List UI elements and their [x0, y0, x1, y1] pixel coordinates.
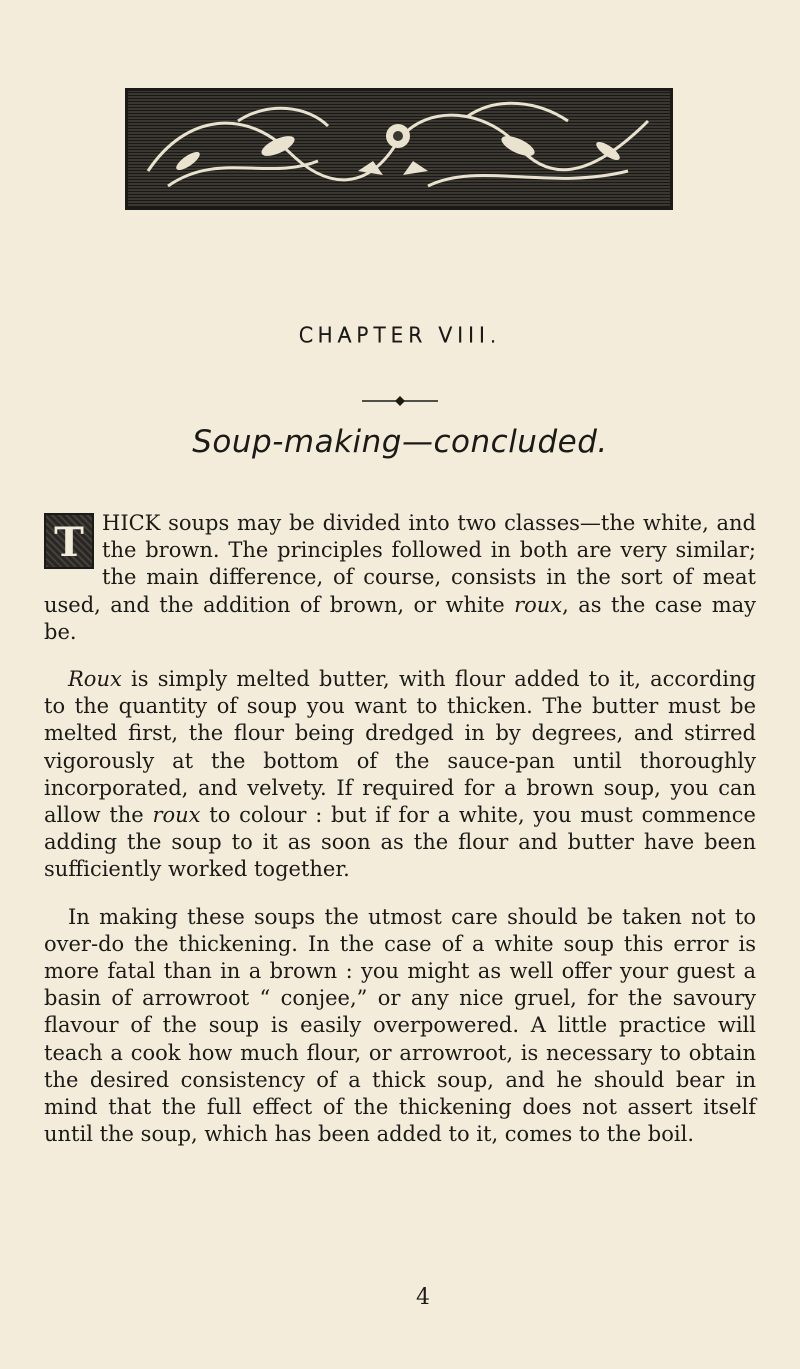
italic-roux: roux	[514, 592, 563, 617]
divider-diamond-icon	[362, 395, 438, 407]
paragraph-1-text: HICK soups may be divided into two classes—the white, and the brown. The principles followed in both are very similar; the main difference, of course, consists in the sort of meat used, and the addition of brown, or white	[44, 511, 756, 617]
paragraph-3: In making these soups the utmost care should be taken not to over-do the thickening. In the case of a white soup this error is more fatal than in a brown : you might as well offer your guest a basin of arrowroot “ conjee,” or any nice gruel, for the savoury flavour of the soup is easily overpowered. A little practice will teach a cook how much flour, or arrowroot, is necessary to obtain the desired consistency of a thick soup, and he should bear in mind that the full effect of the thickening does not assert itself until the soup, which has been added to it, comes to the boil.	[44, 904, 756, 1147]
chapter-heading: CHAPTER VIII.	[298, 323, 502, 347]
chapter-subtitle: Soup-making—concluded.	[192, 424, 608, 460]
body-text	[44, 510, 756, 1168]
ornament-flourish-icon	[128, 91, 670, 207]
paragraph-1	[44, 510, 756, 646]
paragraph-2	[44, 666, 756, 884]
paragraph-1-end: , as the case may be.	[44, 592, 756, 644]
italic-roux-start: Roux	[68, 667, 122, 692]
italic-roux-2: roux	[152, 803, 201, 828]
paragraph-2-text-b: to colour : but if for a white, you must commence adding the soup to it as soon as the flour and butter have been sufficiently worked together.	[44, 803, 756, 882]
drop-cap-letter: T	[44, 513, 94, 569]
page-number: 4	[416, 1285, 430, 1310]
decorative-header-ornament	[125, 88, 673, 210]
paragraph-2-text-a: is simply melted butter, with flour added to it, according to the quantity of soup you want to thicken. The butter must be melted first, the flour being dredged in by degrees, and stirred vigorously at the bottom of the sauce-pan until thoroughly incorporated, and velvety. If required for a brown soup, you can allow the	[44, 667, 756, 828]
